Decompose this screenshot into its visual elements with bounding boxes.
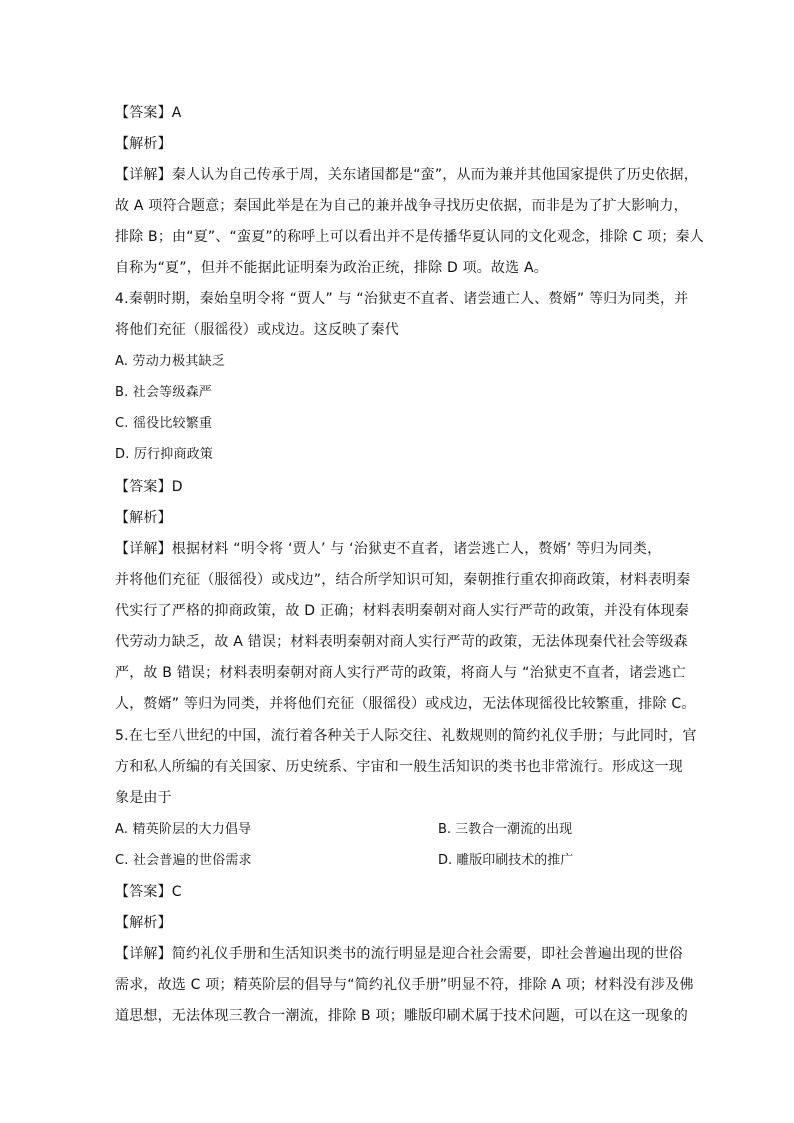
q4-detail-line-4: 代劳动力缺乏，故 A 错误；材料表明秦朝对商人实行严苛的政策，无法体现秦代社会等级森 [115, 634, 688, 650]
q3-detail-line-1: 【详解】秦人认为自己传承于周，关东诸国都是“蛮”，从而为兼并其他国家提供了历史依据， [115, 167, 698, 183]
q3-analysis-heading: 【解析】 [115, 136, 172, 152]
q4-option-d: D. 厉行抑商政策 [115, 447, 214, 462]
q4-stem-line-2: 将他们充征（服徭役）或戍边。这反映了秦代 [115, 322, 399, 338]
q4-analysis-heading: 【解析】 [115, 510, 172, 526]
q5-detail-line-1: 【详解】简约礼仪手册和生活知识类书的流行明显是迎合社会需要，即社会普遍出现的世俗 [115, 946, 683, 962]
q5-answer: 【答案】C [115, 884, 182, 900]
q4-detail-line-6: 人，赘婿” 等归为同类，并将他们充征（服徭役）或戍边，无法体现徭役比较繁重，排除 C。 [115, 696, 696, 712]
q5-stem-line-1: 5.在七至八世纪的中国，流行着各种关于人际交往、礼数规则的简约礼仪手册；与此同时，官 [115, 728, 697, 744]
q5-stem-line-2: 方和私人所编的有关国家、历史统系、宇宙和一般生活知识的类书也非常流行。形成这一现 [115, 759, 683, 775]
q4-detail-line-2: 并将他们充征（服徭役）或戍边”，结合所学知识可知，秦朝推行重农抑商政策，材料表明秦 [115, 572, 691, 588]
q4-option-b: B. 社会等级森严 [115, 385, 212, 400]
q5-option-c: C. 社会普遍的世俗需求 [115, 853, 252, 868]
q5-analysis-heading: 【解析】 [115, 915, 172, 931]
q5-stem-line-3: 象是由于 [115, 790, 172, 806]
q4-stem-line-1: 4.秦朝时期，秦始皇明令将 “贾人” 与 “治狱吏不直者、诸尝逋亡人、赘婿” 等归为同类，并 [115, 291, 689, 307]
q4-option-c: C. 徭役比较繁重 [115, 416, 213, 431]
q4-detail-line-5: 严，故 B 错误；材料表明秦朝对商人实行严苛的政策，将商人与 “治狱吏不直者，诸尝逃亡 [115, 665, 686, 681]
q3-detail-line-4: 自称为“夏”，但并不能据此证明秦为政治正统，排除 D 项。故选 A。 [115, 260, 549, 276]
q4-detail-line-1: 【详解】根据材料 “明令将 ‘贾人’ 与 ‘治狱吏不直者，诸尝逃亡人，赘婿’ 等归为同类， [115, 541, 662, 557]
q5-option-d: D. 雕版印刷技术的推广 [438, 853, 574, 868]
q3-detail-line-2: 故 A 项符合题意；秦国此举是在为自己的兼并战争寻找历史依据，而非是为了扩大影响力， [115, 198, 688, 214]
q5-detail-line-2: 需求，故选 C 项；精英阶层的倡导与“简约礼仪手册”明显不符，排除 A 项；材料没有涉及佛 [115, 977, 694, 993]
q3-answer: 【答案】A [115, 105, 182, 121]
q4-answer: 【答案】D [115, 479, 183, 495]
q5-option-b: B. 三教合一潮流的出现 [438, 822, 573, 837]
q3-detail-line-3: 排除 B；由“夏”、“蛮夏”的称呼上可以看出并不是传播华夏认同的文化观念，排除 C 项；秦人 [115, 229, 704, 245]
q4-option-a: A. 劳动力极其缺乏 [115, 354, 225, 369]
q4-detail-line-3: 代实行了严格的抑商政策，故 D 正确；材料表明秦朝对商人实行严苛的政策，并没有体现秦 [115, 603, 690, 619]
q5-detail-line-3: 道思想，无法体现三教合一潮流，排除 B 项；雕版印刷术属于技术问题，可以在这一现象的 [115, 1008, 688, 1024]
q5-option-a: A. 精英阶层的大力倡导 [115, 822, 252, 837]
